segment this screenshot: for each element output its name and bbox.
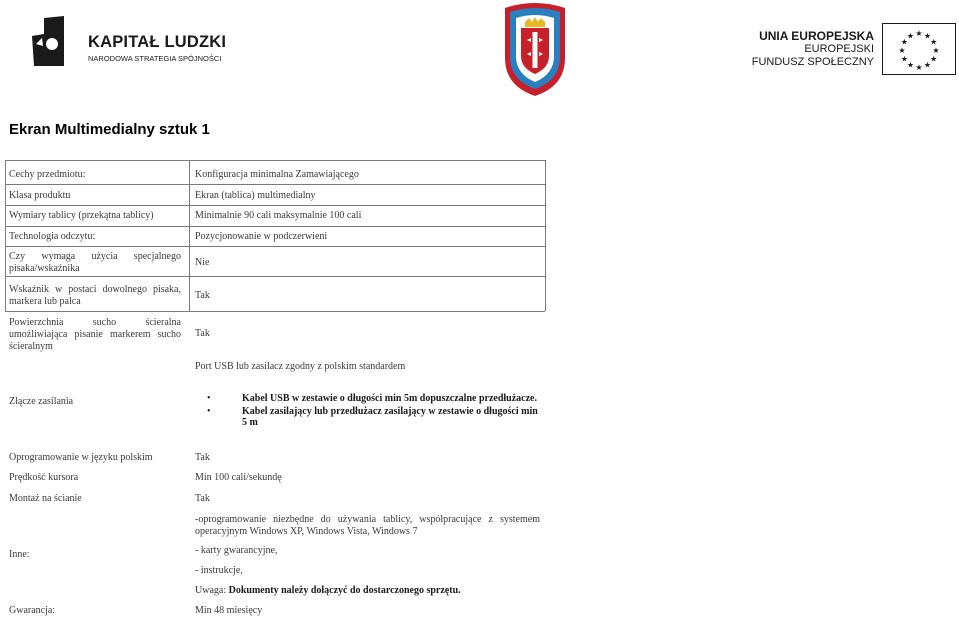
other-item: -oprogramowanie niezbędne do używania tablicy, współpracujące z systemem operacyjnym Windows XP, Windows Vista, Windows 7	[195, 514, 540, 537]
other-label: Inne:	[9, 549, 30, 560]
header-value: Konfiguracja minimalna Zamawiającego	[195, 169, 359, 180]
kapital-ludzki-emblem-icon	[30, 16, 86, 68]
header-logos	[0, 0, 959, 100]
warranty-value: Min 48 miesięcy	[195, 605, 263, 616]
table-line	[5, 205, 545, 206]
row-label: Powierzchnia sucho ścieralna umożliwiająca pisanie markerem sucho ścieralnym	[9, 317, 181, 352]
svg-text:★: ★	[915, 29, 923, 38]
row-value: Tak	[195, 452, 210, 463]
svg-text:★: ★	[930, 37, 938, 47]
table-line	[5, 276, 545, 277]
svg-text:★: ★	[930, 54, 938, 64]
table-line	[189, 160, 190, 311]
table-line	[5, 160, 545, 161]
bullet-item: • Kabel USB w zestawie o długości min 5m dopuszczalne przedłużacze.	[195, 393, 540, 405]
row-value: Nie	[195, 257, 210, 268]
row-value: Tak	[195, 290, 210, 301]
row-value: Tak	[195, 493, 210, 504]
svg-text:★: ★	[906, 60, 915, 70]
svg-text:★: ★	[923, 31, 932, 41]
table-line	[545, 160, 546, 311]
kapital-ludzki-name: KAPITAŁ LUDZKI	[88, 33, 227, 51]
row-label: Oprogramowanie w języku polskim	[9, 452, 153, 463]
eu-line-3: FUNDUSZ SPOŁECZNY	[751, 56, 874, 68]
power-bullets	[195, 393, 540, 430]
eu-logo	[751, 22, 959, 74]
warranty-label: Gwarancja:	[9, 605, 56, 616]
bullet-item: • Kabel zasilający lub przedłużacz zasilający w zestawie o długości min 5 m	[195, 406, 540, 429]
table-line	[5, 246, 545, 247]
power-label: Złącze zasilania	[9, 396, 74, 407]
power-value: Port USB lub zasilacz zgodny z polskim standardem	[195, 361, 406, 372]
eu-flag-icon	[882, 23, 956, 75]
other-note	[195, 585, 540, 597]
table-line	[5, 311, 545, 312]
table-line	[5, 184, 545, 185]
svg-text:★: ★	[915, 63, 923, 72]
row-label: Wymiary tablicy (przekątna tablicy)	[9, 210, 154, 221]
eu-line-2: EUROPEJSKI	[804, 43, 874, 55]
svg-text:★: ★	[900, 37, 908, 47]
note-prefix: Uwaga:	[195, 585, 229, 596]
kapital-ludzki-subtitle: NARODOWA STRATEGIA SPÓJNOŚCI	[88, 54, 222, 63]
row-label: Prędkość kursora	[9, 472, 79, 483]
svg-text:★: ★	[932, 46, 940, 55]
eu-line-1: UNIA EUROPEJSKA	[759, 29, 874, 43]
row-value: Minimalnie 90 cali maksymalnie 100 cali	[195, 210, 362, 221]
row-label: Technologia odczytu:	[9, 231, 96, 242]
row-value: Pozycjonowanie w podczerwieni	[195, 231, 328, 242]
svg-text:★: ★	[906, 31, 915, 41]
row-label: Wskaźnik w postaci dowolnego pisaka, markera lub palca	[9, 284, 181, 307]
seal-emblem-icon	[501, 2, 569, 98]
row-label: Montaż na ścianie	[9, 493, 82, 504]
svg-text:★: ★	[923, 60, 932, 70]
row-label: Klasa produktu	[9, 190, 71, 201]
other-item: - instrukcje,	[195, 565, 243, 576]
row-label: Czy wymaga użycia specjalnego pisaka/wskaźnika	[9, 251, 181, 274]
table-line	[5, 160, 6, 311]
row-value: Ekran (tablica) multimedialny	[195, 190, 316, 201]
header-label: Cechy przedmiotu:	[9, 169, 86, 180]
svg-text:★: ★	[898, 46, 906, 55]
page-title: Ekran Multimedialny sztuk 1	[9, 121, 210, 138]
row-value: Min 100 cali/sekundę	[195, 472, 282, 483]
table-line	[5, 226, 545, 227]
note-bold: Dokumenty należy dołączyć do dostarczonego sprzętu.	[228, 585, 461, 596]
row-value: Tak	[195, 328, 210, 339]
svg-text:★: ★	[900, 54, 908, 64]
other-item: - karty gwarancyjne,	[195, 545, 278, 556]
city-seal-logo	[501, 2, 569, 103]
